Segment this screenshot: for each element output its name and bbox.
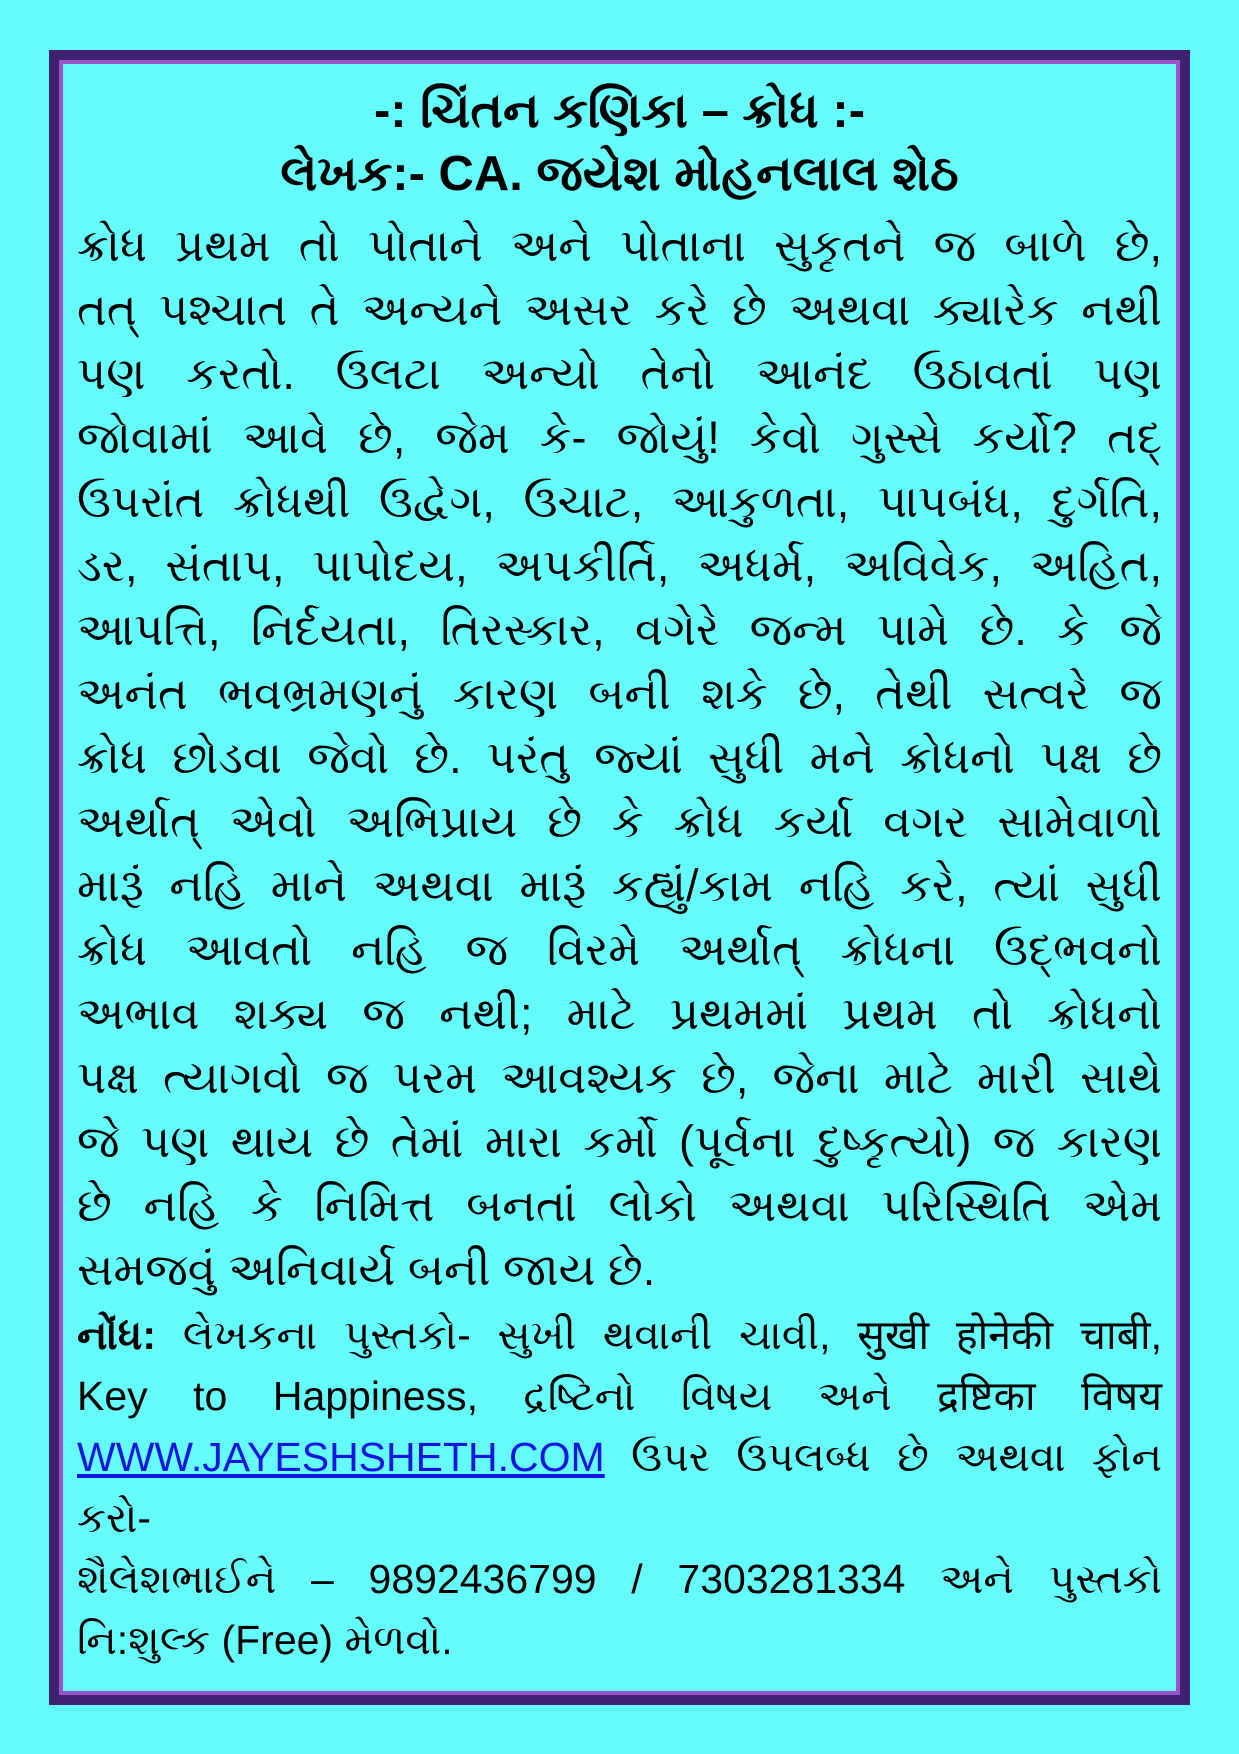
note-text: [77, 1305, 1162, 1671]
body-line: ક્રોધ છોડવા જેવો છે. પરંતુ જ્યાં સુધી મને ક્રોધનો પક્ષ છે: [77, 732, 1162, 783]
body-line: પક્ષ ત્યાગવો જ પરમ આવશ્યક છે, જેના માટે મારી સાથે: [77, 1052, 1162, 1103]
note-label: નોંધ:: [77, 1312, 157, 1358]
body-line: મારૂં નહિ માને અથવા મારૂં કહ્યું/કામ નહિ કરે, ત્યાં સુધી: [77, 860, 1162, 911]
body-line: ક્રોધ આવતો નહિ જ વિરમે અર્થાત્ ક્રોધના ઉદ્ભવનો: [77, 924, 1162, 975]
note-line: [77, 1427, 1162, 1549]
body-line: ક્રોધ પ્રથમ તો પોતાને અને પોતાના સુકૃતને જ બાળે છે,: [77, 220, 1162, 271]
note-segment: ઉપર ઉપલબ્ધ છે અથવા ફોન કરો-: [77, 1434, 1162, 1541]
body-line: અર્થાત્ એવો અભિપ્રાય છે કે ક્રોધ કર્યા વગર સામેવાળો: [77, 796, 1162, 847]
body-text: [77, 214, 1162, 1302]
body-line: આપત્તિ, નિર્દયતા, તિરસ્કાર, વગેરે જન્મ પામે છે. કે જે: [77, 604, 1162, 655]
body-line: સમજવું અનિવાર્ય બની જાય છે.: [77, 1244, 656, 1295]
page-title: -: ચિંતન કણિકા – ક્રોધ :-: [373, 84, 866, 138]
body-line: અનંત ભવભ્રમણનું કારણ બની શકે છે, તેથી સત્વરે જ: [77, 668, 1162, 719]
page-frame: [49, 50, 1190, 1705]
website-link[interactable]: WWW.JAYESHSHETH.COM: [77, 1434, 605, 1480]
note-segment: નિ:શુલ્ક (Free) મેળવો.: [77, 1617, 453, 1663]
note-segment: Key to Happiness, દ્રષ્ટિનો વિષય અને द्रष्टिका विषय: [77, 1373, 1162, 1419]
body-line: જે પણ થાય છે તેમાં મારા કર્મો (પૂર્વના દુષ્કૃત્યો) જ કારણ: [77, 1116, 1162, 1167]
note-line: [77, 1305, 1162, 1366]
author-line: લેખક:- CA. જયેશ મોહનલાલ શેઠ: [280, 147, 959, 201]
body-line: ઉપરાંત ક્રોધથી ઉદ્વેગ, ઉચાટ, આકુળતા, પાપબંધ, દુર્ગતિ,: [77, 476, 1162, 527]
note-line: [77, 1366, 1162, 1427]
body-line: ડર, સંતાપ, પાપોદય, અપકીર્તિ, અધર્મ, અવિવેક, અહિત,: [77, 540, 1162, 591]
body-line: પણ કરતો. ઉલટા અન્યો તેનો આનંદ ઉઠાવતાં પણ: [77, 348, 1162, 399]
note-segment: શૈલેશભાઈને – 9892436799 / 7303281334 અને પુસ્તકો: [77, 1556, 1162, 1602]
note-line: [77, 1549, 1162, 1610]
note-segment: લેખકના પુસ્તકો- સુખી થવાની ચાવી, सुखी होनेकी चाबी,: [156, 1312, 1162, 1358]
note-line: [77, 1610, 1162, 1671]
body-line: છે નહિ કે નિમિત્ત બનતાં લોકો અથવા પરિસ્થિતિ એમ: [77, 1180, 1162, 1231]
body-line: જોવામાં આવે છે, જેમ કે- જોયું! કેવો ગુસ્સે કર્યો? તદ્: [77, 412, 1162, 463]
body-line: તત્ પશ્ચાત તે અન્યને અસર કરે છે અથવા ક્યારેક નથી: [77, 284, 1162, 335]
body-line: અભાવ શક્ય જ નથી; માટે પ્રથમમાં પ્રથમ તો ક્રોધનો: [77, 988, 1162, 1039]
page-content: [59, 60, 1180, 1695]
